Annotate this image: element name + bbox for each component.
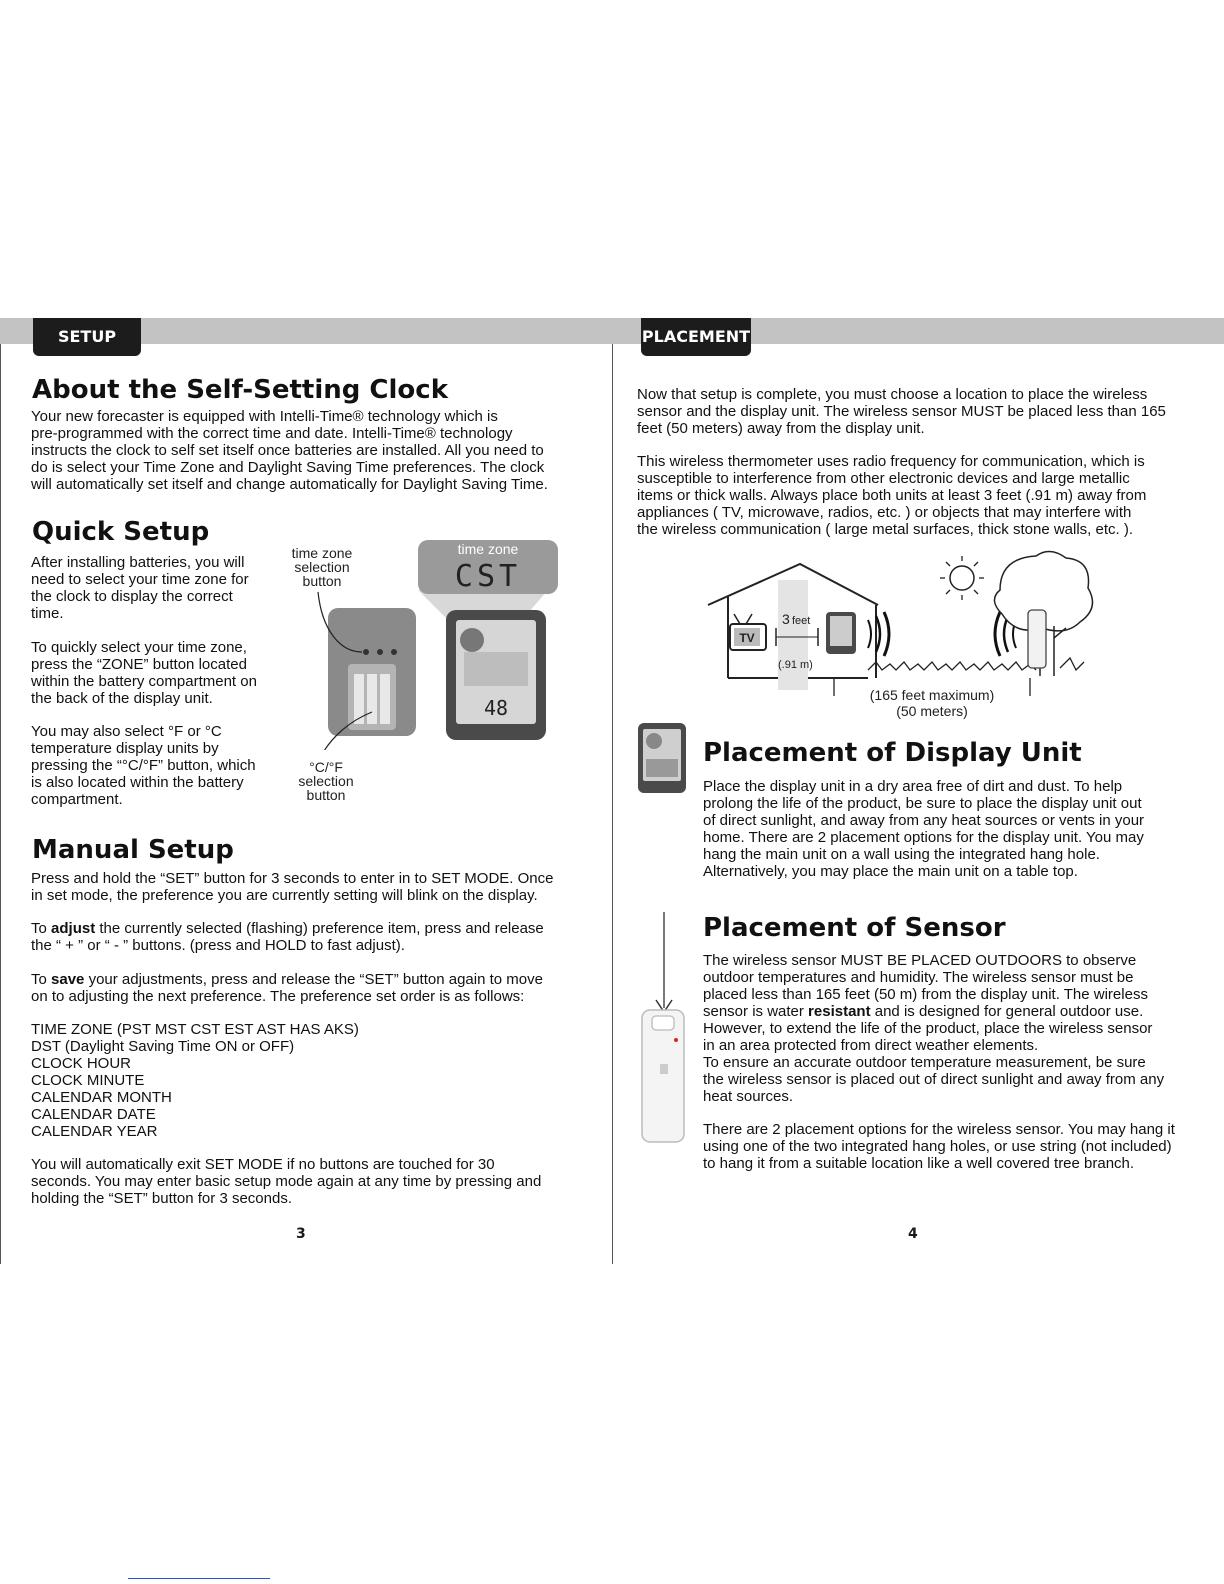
tv-antenna — [746, 614, 752, 624]
display-unit-icon-screen — [830, 616, 852, 646]
forecast-dial — [460, 628, 484, 652]
tv-antenna — [734, 614, 740, 624]
placement-diagram — [700, 550, 1100, 725]
to-word: To — [31, 920, 47, 937]
text-line: You will automatically exit SET MODE if no buttons are touched for 30 — [31, 1156, 495, 1173]
dist-feet-unit: feet — [792, 615, 811, 627]
set-button-icon — [391, 649, 397, 655]
grass-line — [868, 662, 1036, 670]
range-label: (165 feet maximum) — [869, 687, 995, 703]
text-line: the wireless sensor is placed out of direct sunlight and away from any — [703, 1071, 1165, 1088]
manual-p2 — [31, 920, 544, 954]
sensor-paragraph-1 — [703, 952, 1164, 1105]
text-fragment: your adjustments, press and release the “SET” button again to move — [88, 971, 543, 988]
list-item: CALENDAR DATE — [31, 1106, 156, 1123]
adjust-word: adjust — [51, 920, 96, 937]
text-line: instructs the clock to self set itself once batteries are installed. All you need to — [31, 442, 544, 459]
list-item: CLOCK MINUTE — [31, 1072, 145, 1089]
text-line: However, to extend the life of the product, place the wireless sensor — [703, 1020, 1153, 1037]
quick-setup-title: Quick Setup — [32, 517, 210, 547]
placement-intro-2 — [637, 453, 1146, 538]
list-item: CALENDAR MONTH — [31, 1089, 172, 1106]
text-line: sensor and the display unit. The wireless sensor MUST be placed less than 165 — [637, 403, 1166, 420]
display-unit-paragraph — [703, 778, 1144, 880]
battery — [380, 674, 390, 724]
text-line: the back of the display unit. — [31, 690, 213, 707]
text-line: Your new forecaster is equipped with Intelli-Time® technology which is — [31, 408, 498, 425]
text-line: feet (50 meters) away from the display unit. — [637, 420, 925, 437]
label-line: time zone — [291, 545, 353, 561]
distance-band — [778, 580, 811, 690]
list-item: TIME ZONE (PST MST CST EST AST HAS AKS) — [31, 1021, 359, 1038]
text-line: You may also select °F or °C — [31, 723, 222, 740]
text-line: pressing the “°C/°F” button, which — [31, 757, 256, 774]
dist-metres: (.91 m) — [778, 659, 813, 671]
manual-p3 — [31, 971, 543, 1005]
quick-setup-p1 — [31, 554, 249, 622]
sensor-hang-hole — [652, 1016, 674, 1030]
text-line: outdoor temperatures and humidity. The wireless sensor must be — [703, 969, 1134, 986]
lcd-temperature: 48 — [483, 696, 509, 720]
text-line: seconds. You may enter basic setup mode again at any time by pressing and — [31, 1173, 542, 1190]
text-line: in set mode, the preference you are currently setting will blink on the display. — [31, 887, 538, 904]
grass-line — [1060, 658, 1084, 670]
resistant-word: resistant — [808, 1003, 871, 1020]
lcd-weather-area — [464, 652, 528, 686]
text-line: the “ + ” or “ - ” buttons. (press and HOLD to fast adjust). — [31, 937, 405, 954]
text-line: on to adjusting the next preference. The preference set order is as follows: — [31, 988, 525, 1005]
label-line: selection — [298, 773, 354, 789]
footer-link-underline — [128, 1578, 270, 1579]
text-line: the clock to display the correct — [31, 588, 233, 605]
text-line: heat sources. — [703, 1088, 794, 1105]
sensor-illustration — [636, 912, 692, 1146]
zone-button-icon — [363, 649, 369, 655]
quick-setup-p3 — [31, 723, 256, 808]
sun-ray — [946, 590, 950, 594]
text-line: Alternatively, you may place the main unit on a table top. — [703, 863, 1078, 880]
section-tab-setup: SETUP — [33, 318, 141, 356]
header-band — [0, 318, 1224, 344]
page-number-right: 4 — [908, 1226, 918, 1242]
quick-setup-figure — [300, 540, 570, 750]
text-line: is also located within the battery — [31, 774, 244, 791]
manual-p4 — [31, 1156, 541, 1207]
text-line: within the battery compartment on — [31, 673, 257, 690]
range-metres: (50 meters) — [896, 703, 968, 719]
text-line: press the “ZONE” button located — [31, 656, 247, 673]
tv-label: TV — [739, 631, 755, 645]
text-line: time. — [31, 605, 64, 622]
zoom-value: CST — [454, 559, 522, 594]
list-item: CLOCK HOUR — [31, 1055, 132, 1072]
sun-ray — [946, 562, 950, 566]
left-page-border — [0, 344, 1, 1264]
sensor-led-icon — [674, 1038, 678, 1042]
text-line: prolong the life of the product, be sure to place the display unit out — [703, 795, 1142, 812]
text-line: To ensure an accurate outdoor temperature measurement, be sure — [703, 1054, 1146, 1071]
label-line: selection — [294, 559, 350, 575]
text-line: There are 2 placement options for the wireless sensor. You may hang it — [703, 1121, 1175, 1138]
text-line: hang the main unit on a wall using the integrated hang hole. — [703, 846, 1100, 863]
text-line: items or thick walls. Always place both units at least 3 feet (.91 m) away from — [637, 487, 1147, 504]
text-line: This wireless thermometer uses radio frequency for communication, which is — [637, 453, 1145, 470]
text-line: Place the display unit in a dry area free of dirt and dust. To help — [703, 778, 1123, 795]
text-line: holding the “SET” button for 3 seconds. — [31, 1190, 292, 1207]
page-number-left: 3 — [296, 1226, 306, 1242]
label-line: button — [302, 573, 342, 589]
about-title: About the Self-Setting Clock — [32, 375, 448, 405]
thumbnail-dial — [646, 733, 662, 749]
to-word: To — [31, 971, 47, 988]
text-line: temperature display units by — [31, 740, 219, 757]
section-tab-placement: PLACEMENT — [641, 318, 751, 356]
display-unit-thumbnail — [638, 723, 686, 793]
text-line: pre-programmed with the correct time and date. Intelli-Time® technology — [31, 425, 513, 442]
about-paragraph — [31, 408, 548, 493]
text-line: compartment. — [31, 791, 123, 808]
list-item: DST (Daylight Saving Time ON or OFF) — [31, 1038, 295, 1055]
sensor-paragraph-2 — [703, 1121, 1175, 1172]
battery — [367, 674, 377, 724]
text-line: using one of the two integrated hang holes, or use string (not included) — [703, 1138, 1172, 1155]
text-line: do is select your Time Zone and Daylight Saving Time preferences. The clock — [31, 459, 545, 476]
signal-wave-icon — [995, 612, 1000, 656]
label-line: button — [306, 787, 346, 803]
text-line: home. There are 2 placement options for the display unit. You may — [703, 829, 1144, 846]
text-line — [703, 1003, 1164, 1020]
text-line: will automatically set itself and change automatically for Daylight Saving Time. — [31, 476, 548, 493]
text-line: Now that setup is complete, you must choose a location to place the wireless — [637, 386, 1148, 403]
text-line — [31, 920, 544, 937]
sun-ray — [974, 562, 978, 566]
cf-button-label — [286, 760, 366, 802]
cf-button-icon — [377, 649, 383, 655]
text-fragment: and is designed for general outdoor use. — [874, 1003, 1144, 1020]
text-line: The wireless sensor MUST BE PLACED OUTDOORS to observe — [703, 952, 1137, 969]
sensor-icon — [1028, 610, 1046, 668]
text-line: need to select your time zone for — [31, 571, 249, 588]
placement-intro-1 — [637, 386, 1166, 437]
text-line: Press and hold the “SET” button for 3 seconds to enter in to SET MODE. Once — [31, 870, 554, 887]
thumbnail-readout — [646, 759, 678, 777]
text-fragment: sensor is water — [703, 1003, 804, 1020]
text-line: placed less than 165 feet (50 m) from the display unit. The wireless — [703, 986, 1148, 1003]
quick-setup-p2 — [31, 639, 257, 707]
zoom-caption: time zone — [457, 541, 519, 557]
list-item: CALENDAR YEAR — [31, 1123, 158, 1140]
display-unit-title: Placement of Display Unit — [703, 738, 1082, 768]
sun-icon — [950, 566, 974, 590]
text-line: To quickly select your time zone, — [31, 639, 247, 656]
text-line: susceptible to interference from other electronic devices and large metallic — [637, 470, 1130, 487]
sensor-vent — [660, 1064, 668, 1074]
text-line: of direct sunlight, and away from any heat sources or vents in your — [703, 812, 1145, 829]
text-fragment: the currently selected (flashing) preference item, press and release — [99, 920, 544, 937]
text-line: the wireless communication ( large metal surfaces, thick stone walls, etc. ). — [637, 521, 1134, 538]
text-line — [31, 971, 543, 988]
signal-wave-icon — [884, 612, 889, 656]
text-line: After installing batteries, you will — [31, 554, 245, 571]
text-line: in an area protected from direct weather elements. — [703, 1037, 1039, 1054]
text-line: appliances ( TV, microwave, radios, etc. ) or objects that may interfere with — [637, 504, 1132, 521]
sensor-title: Placement of Sensor — [703, 913, 1006, 943]
manual-setup-title: Manual Setup — [32, 835, 234, 865]
dist-feet-value: 3 — [782, 611, 790, 627]
text-line: to hang it from a suitable location like a well covered tree branch. — [703, 1155, 1135, 1172]
manual-p1 — [31, 870, 553, 904]
page-divider — [612, 344, 613, 1264]
label-line: °C/°F — [309, 759, 343, 775]
sun-ray — [974, 590, 978, 594]
preference-order-list — [31, 1021, 359, 1140]
signal-wave-icon — [868, 620, 871, 648]
save-word: save — [51, 971, 85, 988]
